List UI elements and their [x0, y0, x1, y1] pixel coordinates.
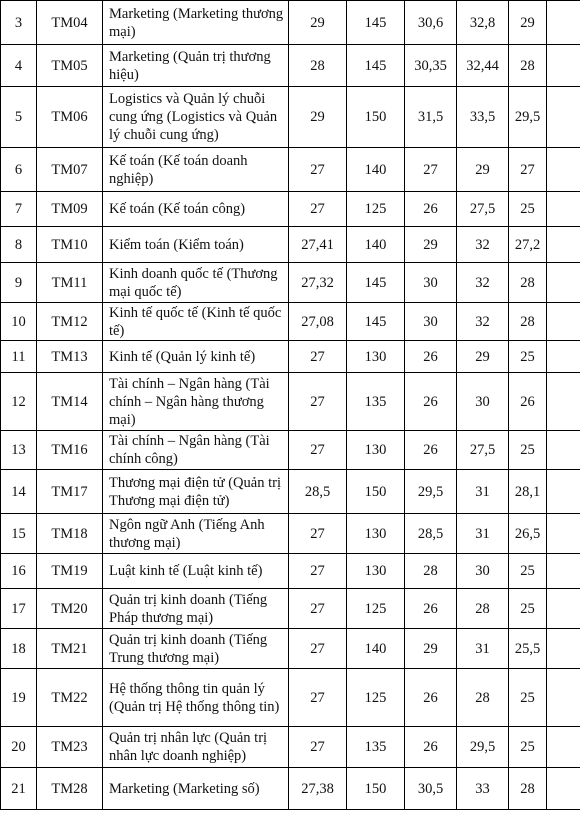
- score-5: 29: [509, 1, 547, 45]
- quota: 150: [347, 768, 405, 810]
- row-number: 8: [1, 227, 37, 263]
- table-row: [1, 263, 580, 303]
- score-4: 31: [457, 470, 509, 514]
- score-1: 29: [289, 1, 347, 45]
- table-row: [1, 303, 580, 341]
- score-3: 29: [405, 629, 457, 669]
- score-1: 29: [289, 87, 347, 148]
- score-4: 29,5: [457, 727, 509, 768]
- score-1: 27: [289, 629, 347, 669]
- extra-cell: [547, 514, 580, 554]
- score-5: 25: [509, 554, 547, 589]
- extra-cell: [547, 554, 580, 589]
- row-number: 13: [1, 431, 37, 470]
- extra-cell: [547, 192, 580, 227]
- extra-cell: [547, 263, 580, 303]
- score-3: 28: [405, 554, 457, 589]
- row-number: 12: [1, 373, 37, 431]
- major-code: TM06: [37, 87, 103, 148]
- major-name: Kinh tế (Quản lý kinh tế): [103, 341, 289, 373]
- extra-cell: [547, 373, 580, 431]
- major-code: TM14: [37, 373, 103, 431]
- score-3: 26: [405, 589, 457, 629]
- major-name: Logistics và Quản lý chuỗi cung ứng (Logistics và Quản lý chuỗi cung ứng): [103, 87, 289, 148]
- major-name: Kiểm toán (Kiểm toán): [103, 227, 289, 263]
- score-1: 27: [289, 373, 347, 431]
- major-name: Kinh doanh quốc tế (Thương mại quốc tế): [103, 263, 289, 303]
- score-5: 28,1: [509, 470, 547, 514]
- major-code: TM19: [37, 554, 103, 589]
- extra-cell: [547, 87, 580, 148]
- row-number: 19: [1, 669, 37, 727]
- extra-cell: [547, 629, 580, 669]
- score-1: 27: [289, 514, 347, 554]
- quota: 145: [347, 263, 405, 303]
- quota: 125: [347, 589, 405, 629]
- major-code: TM23: [37, 727, 103, 768]
- quota: 130: [347, 431, 405, 470]
- table-row: [1, 768, 580, 810]
- major-name: Thương mại điện tử (Quản trị Thương mại điện tử): [103, 470, 289, 514]
- score-5: 28: [509, 768, 547, 810]
- score-1: 27,38: [289, 768, 347, 810]
- score-3: 27: [405, 148, 457, 192]
- score-5: 27: [509, 148, 547, 192]
- table-row: [1, 589, 580, 629]
- major-code: TM22: [37, 669, 103, 727]
- table-row: [1, 514, 580, 554]
- quota: 145: [347, 303, 405, 341]
- score-5: 27,2: [509, 227, 547, 263]
- extra-cell: [547, 669, 580, 727]
- extra-cell: [547, 303, 580, 341]
- score-3: 26: [405, 373, 457, 431]
- major-name: Luật kinh tế (Luật kinh tế): [103, 554, 289, 589]
- score-3: 28,5: [405, 514, 457, 554]
- score-4: 32: [457, 227, 509, 263]
- extra-cell: [547, 727, 580, 768]
- table-row: [1, 669, 580, 727]
- row-number: 16: [1, 554, 37, 589]
- score-3: 30: [405, 263, 457, 303]
- quota: 140: [347, 148, 405, 192]
- row-number: 10: [1, 303, 37, 341]
- score-4: 32: [457, 263, 509, 303]
- row-number: 15: [1, 514, 37, 554]
- table-row: [1, 227, 580, 263]
- score-3: 31,5: [405, 87, 457, 148]
- quota: 150: [347, 87, 405, 148]
- score-5: 25: [509, 341, 547, 373]
- major-name: Marketing (Quản trị thương hiệu): [103, 45, 289, 87]
- extra-cell: [547, 341, 580, 373]
- score-3: 26: [405, 727, 457, 768]
- score-4: 32: [457, 303, 509, 341]
- table-row: [1, 629, 580, 669]
- major-code: TM07: [37, 148, 103, 192]
- extra-cell: [547, 45, 580, 87]
- quota: 140: [347, 227, 405, 263]
- quota: 130: [347, 341, 405, 373]
- score-5: 26: [509, 373, 547, 431]
- quota: 130: [347, 554, 405, 589]
- extra-cell: [547, 589, 580, 629]
- score-5: 26,5: [509, 514, 547, 554]
- score-5: 28: [509, 45, 547, 87]
- table-row: [1, 1, 580, 45]
- major-name: Marketing (Marketing số): [103, 768, 289, 810]
- score-4: 31: [457, 629, 509, 669]
- score-5: 29,5: [509, 87, 547, 148]
- score-4: 32,44: [457, 45, 509, 87]
- row-number: 20: [1, 727, 37, 768]
- extra-cell: [547, 431, 580, 470]
- row-number: 11: [1, 341, 37, 373]
- row-number: 14: [1, 470, 37, 514]
- score-4: 31: [457, 514, 509, 554]
- quota: 140: [347, 629, 405, 669]
- score-4: 30: [457, 373, 509, 431]
- major-code: TM20: [37, 589, 103, 629]
- table-row: [1, 554, 580, 589]
- quota: 125: [347, 192, 405, 227]
- score-5: 25: [509, 669, 547, 727]
- score-4: 27,5: [457, 431, 509, 470]
- score-3: 26: [405, 341, 457, 373]
- row-number: 17: [1, 589, 37, 629]
- major-name: Marketing (Marketing thương mại): [103, 1, 289, 45]
- major-name: Quản trị kinh doanh (Tiếng Pháp thương mại): [103, 589, 289, 629]
- row-number: 3: [1, 1, 37, 45]
- quota: 135: [347, 373, 405, 431]
- score-1: 27: [289, 192, 347, 227]
- row-number: 4: [1, 45, 37, 87]
- table-body: [1, 1, 580, 810]
- score-1: 28: [289, 45, 347, 87]
- score-5: 28: [509, 303, 547, 341]
- quota: 145: [347, 1, 405, 45]
- row-number: 21: [1, 768, 37, 810]
- score-4: 33,5: [457, 87, 509, 148]
- score-3: 30,6: [405, 1, 457, 45]
- major-name: Tài chính – Ngân hàng (Tài chính – Ngân hàng thương mại): [103, 373, 289, 431]
- score-3: 30,5: [405, 768, 457, 810]
- table-row: [1, 431, 580, 470]
- score-1: 27: [289, 589, 347, 629]
- score-1: 27: [289, 727, 347, 768]
- major-code: TM13: [37, 341, 103, 373]
- table-row: [1, 341, 580, 373]
- major-code: TM17: [37, 470, 103, 514]
- score-3: 30: [405, 303, 457, 341]
- major-name: Kế toán (Kế toán công): [103, 192, 289, 227]
- score-5: 25: [509, 431, 547, 470]
- row-number: 5: [1, 87, 37, 148]
- table-row: [1, 727, 580, 768]
- score-1: 27,41: [289, 227, 347, 263]
- quota: 150: [347, 470, 405, 514]
- table-row: [1, 45, 580, 87]
- quota: 125: [347, 669, 405, 727]
- score-4: 28: [457, 589, 509, 629]
- row-number: 6: [1, 148, 37, 192]
- major-name: Quản trị kinh doanh (Tiếng Trung thương mại): [103, 629, 289, 669]
- major-code: TM11: [37, 263, 103, 303]
- score-4: 30: [457, 554, 509, 589]
- score-4: 32,8: [457, 1, 509, 45]
- table-row: [1, 373, 580, 431]
- score-1: 27,32: [289, 263, 347, 303]
- extra-cell: [547, 1, 580, 45]
- row-number: 9: [1, 263, 37, 303]
- row-number: 18: [1, 629, 37, 669]
- score-3: 29: [405, 227, 457, 263]
- major-code: TM12: [37, 303, 103, 341]
- major-code: TM09: [37, 192, 103, 227]
- extra-cell: [547, 148, 580, 192]
- major-code: TM18: [37, 514, 103, 554]
- score-3: 30,35: [405, 45, 457, 87]
- score-1: 28,5: [289, 470, 347, 514]
- quota: 135: [347, 727, 405, 768]
- score-4: 29: [457, 341, 509, 373]
- table-row: [1, 87, 580, 148]
- score-5: 25,5: [509, 629, 547, 669]
- major-code: TM21: [37, 629, 103, 669]
- major-name: Hệ thống thông tin quản lý (Quản trị Hệ thống thông tin): [103, 669, 289, 727]
- extra-cell: [547, 227, 580, 263]
- major-name: Tài chính – Ngân hàng (Tài chính công): [103, 431, 289, 470]
- score-1: 27,08: [289, 303, 347, 341]
- major-code: TM10: [37, 227, 103, 263]
- row-number: 7: [1, 192, 37, 227]
- major-name: Quản trị nhân lực (Quản trị nhân lực doanh nghiệp): [103, 727, 289, 768]
- major-name: Ngôn ngữ Anh (Tiếng Anh thương mại): [103, 514, 289, 554]
- extra-cell: [547, 768, 580, 810]
- major-code: TM28: [37, 768, 103, 810]
- score-3: 29,5: [405, 470, 457, 514]
- quota: 145: [347, 45, 405, 87]
- score-4: 29: [457, 148, 509, 192]
- score-1: 27: [289, 341, 347, 373]
- score-1: 27: [289, 554, 347, 589]
- score-4: 27,5: [457, 192, 509, 227]
- score-5: 28: [509, 263, 547, 303]
- major-name: Kinh tế quốc tế (Kinh tế quốc tế): [103, 303, 289, 341]
- score-5: 25: [509, 589, 547, 629]
- extra-cell: [547, 470, 580, 514]
- score-1: 27: [289, 431, 347, 470]
- major-name: Kế toán (Kế toán doanh nghiệp): [103, 148, 289, 192]
- score-5: 25: [509, 727, 547, 768]
- score-3: 26: [405, 192, 457, 227]
- table-row: [1, 192, 580, 227]
- table-row: [1, 470, 580, 514]
- score-5: 25: [509, 192, 547, 227]
- quota: 130: [347, 514, 405, 554]
- score-1: 27: [289, 148, 347, 192]
- major-code: TM16: [37, 431, 103, 470]
- score-4: 33: [457, 768, 509, 810]
- major-code: TM04: [37, 1, 103, 45]
- score-3: 26: [405, 431, 457, 470]
- major-code: TM05: [37, 45, 103, 87]
- score-1: 27: [289, 669, 347, 727]
- table-row: [1, 148, 580, 192]
- score-4: 28: [457, 669, 509, 727]
- score-3: 26: [405, 669, 457, 727]
